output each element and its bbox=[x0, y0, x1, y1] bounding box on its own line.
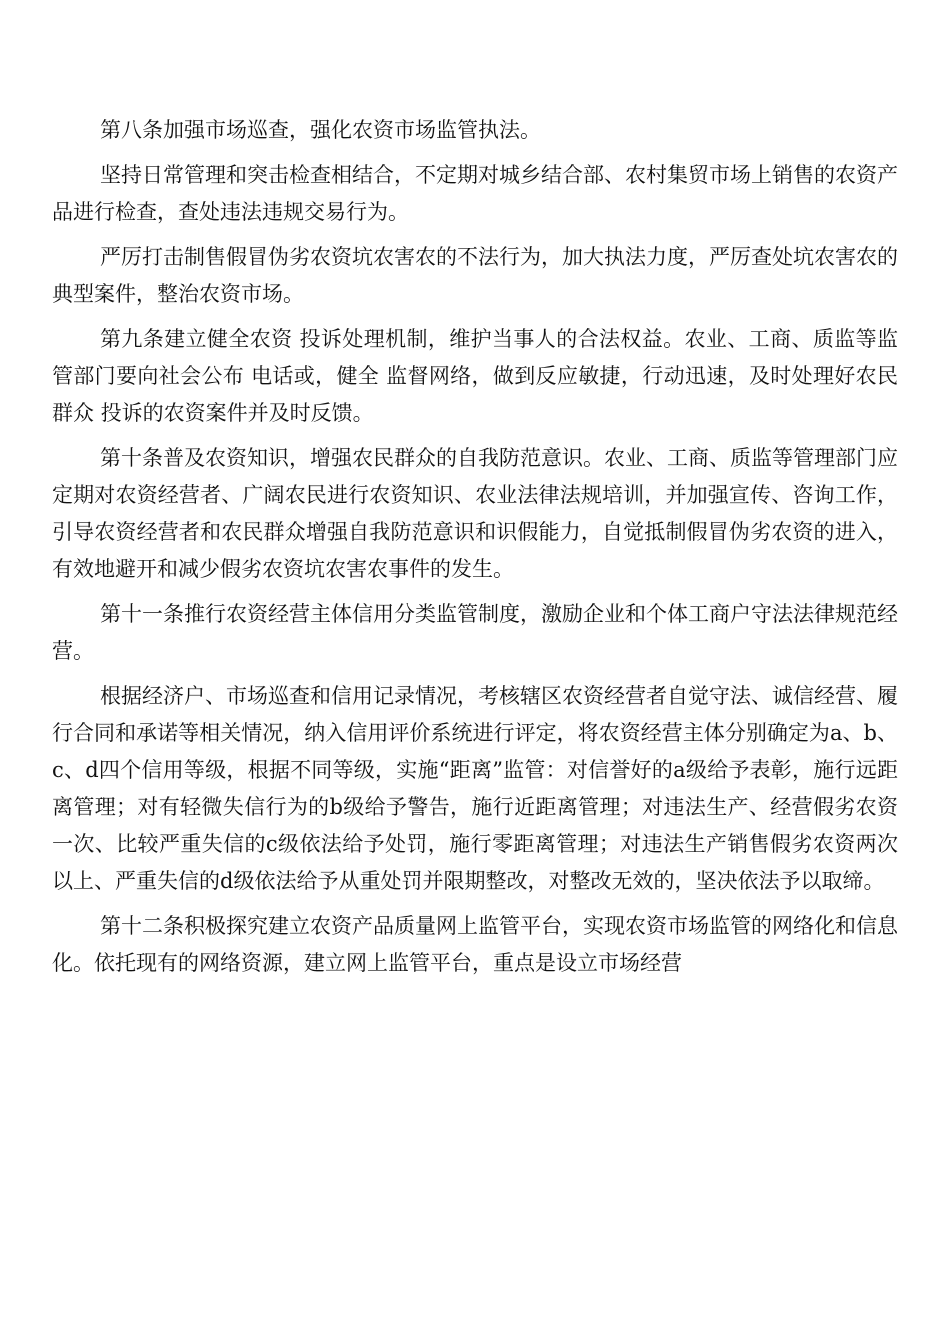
paragraph-article-9: 第九条建立健全农资 投诉处理机制，维护当事人的合法权益。农业、工商、质监等监管部门要向社会公布 电话或，健全 监督网络，做到反应敏捷，行动迅速，及时处理好农民群众 投诉的农资案件并及时反馈。 bbox=[52, 327, 898, 425]
paragraph-article-12: 第十二条积极探究建立农资产品质量网上监管平台，实现农资市场监管的网络化和信息化。依托现有的网络资源，建立网上监管平台，重点是设立市场经营 bbox=[52, 914, 898, 975]
paragraph-article-8: 第八条加强市场巡查，强化农资市场监管执法。 bbox=[100, 118, 541, 142]
paragraph-crackdown: 严厉打击制售假冒伪劣农资坑农害农的不法行为，加大执法力度，严厉查处坑农害农的典型案件，整治农资市场。 bbox=[52, 245, 898, 306]
paragraph-credit-rating: 根据经济户、市场巡查和信用记录情况，考核辖区农资经营者自觉守法、诚信经营、履行合同和承诺等相关情况，纳入信用评价系统进行评定，将农资经营主体分别确定为a、b、c、d四个信用等级，根据不同等级，实施“距离”监管：对信誉好的a级给予表彰，施行远距离管理；对有轻微失信行为的b级给予警告，施行近距离管理；对违法生产、经营假劣农资一次、比较严重失信的c级依法给予处罚，施行零距离管理；对违法生产销售假劣农资两次以上、严重失信的d级依法给予从重处罚并限期整改，对整改无效的，坚决依法予以取缔。 bbox=[52, 684, 898, 893]
paragraph-article-11: 第十一条推行农资经营主体信用分类监管制度，激励企业和个体工商户守法法律规范经营。 bbox=[52, 602, 898, 663]
document-page bbox=[52, 112, 898, 990]
paragraph-article-10: 第十条普及农资知识，增强农民群众的自我防范意识。农业、工商、质监等管理部门应定期对农资经营者、广阔农民进行农资知识、农业法律法规培训，并加强宣传、咨询工作，引导农资经营者和农民群众增强自我防范意识和识假能力，自觉抵制假冒伪劣农资的进入，有效地避开和减少假劣农资坑农害农事件的发生。 bbox=[52, 446, 898, 581]
paragraph-inspection: 坚持日常管理和突击检查相结合，不定期对城乡结合部、农村集贸市场上销售的农资产品进行检查，查处违法违规交易行为。 bbox=[52, 163, 898, 224]
